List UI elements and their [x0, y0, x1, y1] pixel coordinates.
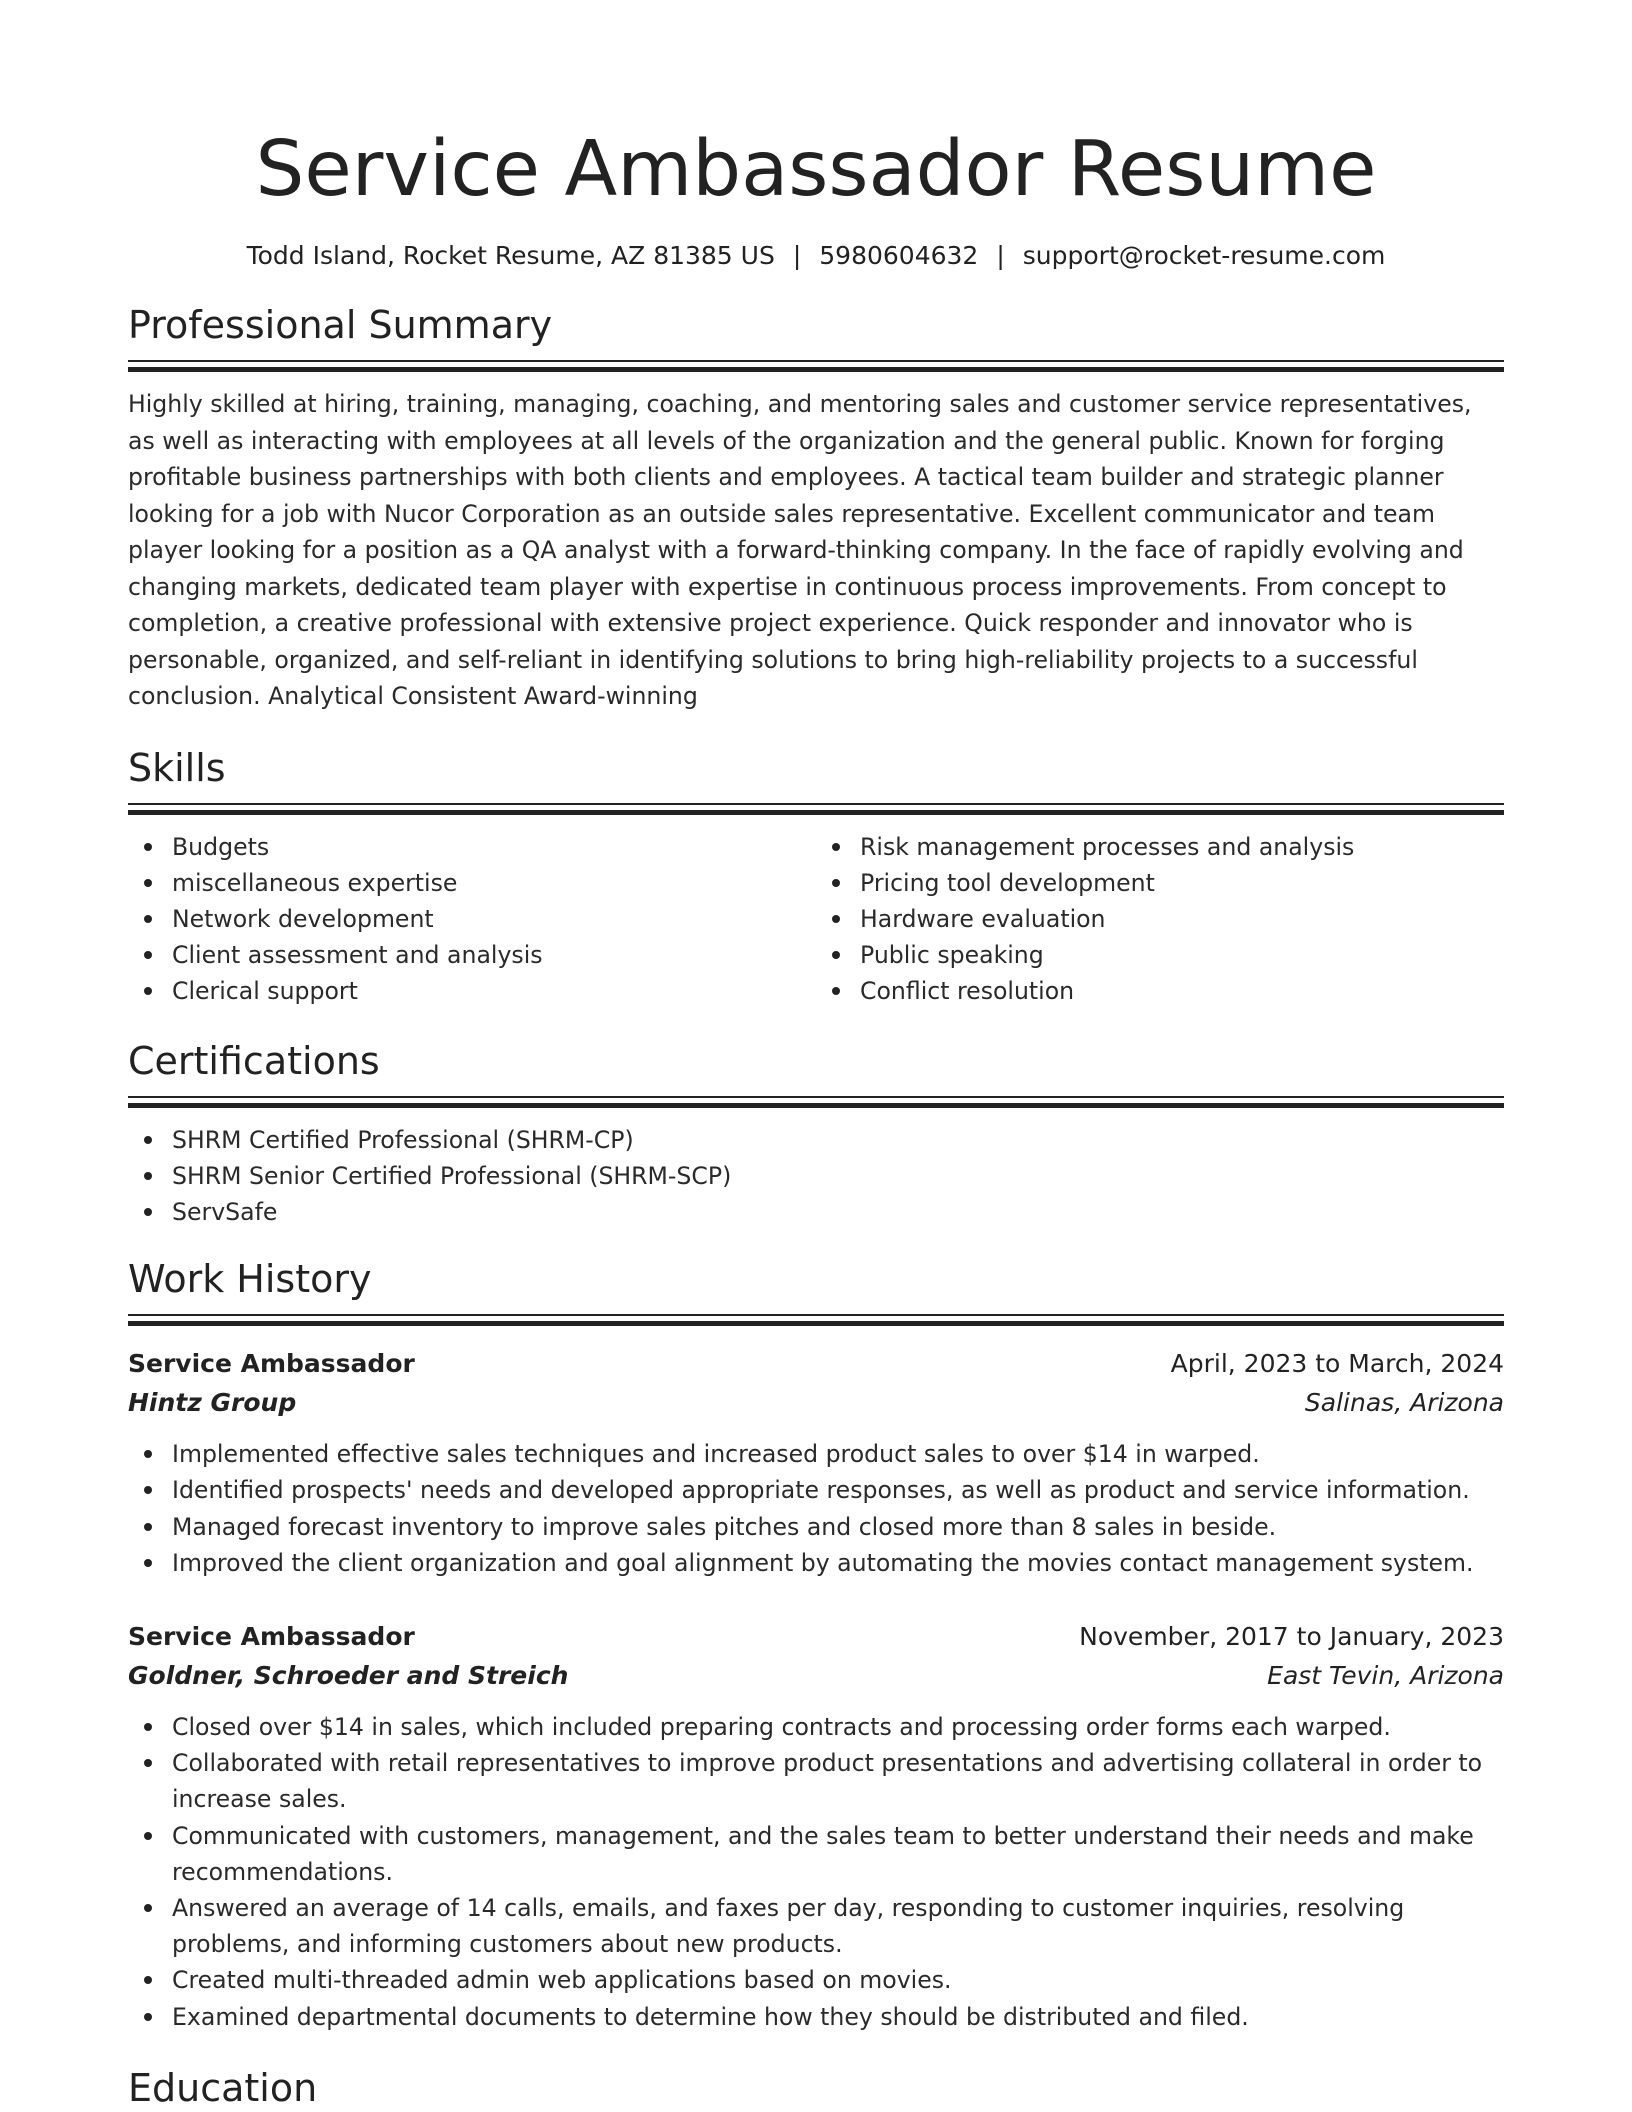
skills-right-list	[816, 829, 1504, 1010]
job-location: Salinas, Arizona	[1304, 1388, 1504, 1418]
job-entry	[128, 1344, 1504, 1581]
skill-item: Public speaking	[860, 937, 1504, 973]
certification-item: ServSafe	[172, 1194, 1504, 1230]
resume-title: Service Ambassador Resume	[255, 125, 1377, 214]
job-bullet: Communicated with customers, management, and the sales team to better understand their needs and make recommendations.	[172, 1818, 1504, 1890]
work-history-section	[128, 1256, 1504, 2035]
job-bullet-list	[128, 1709, 1504, 2035]
job-bullet: Created multi-threaded admin web applications based on movies.	[172, 1962, 1504, 1998]
certification-item: SHRM Certified Professional (SHRM-CP)	[172, 1122, 1504, 1158]
contact-separator: |	[792, 241, 802, 270]
education-section	[128, 2065, 1504, 2111]
skill-item: Risk management processes and analysis	[860, 829, 1504, 865]
skill-item: Client assessment and analysis	[172, 937, 816, 973]
certification-item: SHRM Senior Certified Professional (SHRM-SCP)	[172, 1158, 1504, 1194]
job-entry	[128, 1617, 1504, 2035]
skill-item: Hardware evaluation	[860, 901, 1504, 937]
skills-left-list	[128, 829, 816, 1010]
skills-grid	[128, 829, 1504, 1010]
job-company-row	[128, 1656, 1504, 1695]
job-company: Goldner, Schroeder and Streich	[128, 1660, 569, 1690]
job-bullet: Examined departmental documents to determine how they should be distributed and filed.	[172, 1999, 1504, 2035]
skill-item: Pricing tool development	[860, 865, 1504, 901]
skill-item: Network development	[172, 901, 816, 937]
contact-separator: |	[996, 241, 1005, 270]
skill-item: Clerical support	[172, 973, 816, 1009]
job-bullet: Identified prospects' needs and developed appropriate responses, as well as product and service information.	[172, 1472, 1504, 1508]
section-divider	[128, 803, 1504, 815]
job-dates: November, 2017 to January, 2023	[1079, 1621, 1504, 1651]
job-title: Service Ambassador	[128, 1621, 415, 1651]
resume-page	[128, 0, 1504, 2111]
job-bullet-list	[128, 1436, 1504, 1581]
contact-email: support@rocket-resume.com	[1022, 241, 1386, 270]
certifications-section	[128, 1038, 1504, 1231]
contact-phone: 5980604632	[819, 241, 979, 270]
job-dates: April, 2023 to March, 2024	[1170, 1349, 1504, 1379]
job-company-row	[128, 1383, 1504, 1422]
skill-item: Budgets	[172, 829, 816, 865]
job-title: Service Ambassador	[128, 1349, 415, 1379]
section-divider	[128, 1096, 1504, 1108]
job-bullet: Closed over $14 in sales, which included preparing contracts and processing order forms each warped.	[172, 1709, 1504, 1745]
job-bullet: Collaborated with retail representatives to improve product presentations and advertising collateral in order to increase sales.	[172, 1745, 1504, 1817]
summary-section	[128, 302, 1504, 715]
skill-item: Conflict resolution	[860, 973, 1504, 1009]
skills-section	[128, 745, 1504, 1010]
job-header-row	[128, 1617, 1504, 1656]
job-bullet: Managed forecast inventory to improve sales pitches and closed more than 8 sales in beside.	[172, 1509, 1504, 1545]
job-bullet: Answered an average of 14 calls, emails, and faxes per day, responding to customer inquiries, resolving problems, and informing customers about new products.	[172, 1890, 1504, 1962]
skill-item: miscellaneous expertise	[172, 865, 816, 901]
skills-heading: Skills	[128, 745, 226, 790]
job-company: Hintz Group	[128, 1388, 297, 1418]
work-history-heading: Work History	[128, 1257, 372, 1302]
summary-text: Highly skilled at hiring, training, managing, coaching, and mentoring sales and customer service representatives, as well as interacting with employees at all levels of the organization and the general public. Known for forging profitable business partnerships with both clients and employees. A tactical team builder and strategic planner looking for a job with Nucor Corporation as an outside sales representative. Excellent communicator and team player looking for a position as a QA analyst with a forward-thinking company. In the face of rapidly evolving and changing markets, dedicated team player with expertise in continuous process improvements. From concept to completion, a creative professional with extensive project experience. Quick responder and innovator who is personable, organized, and self-reliant in identifying solutions to bring high-reliability projects to a successful conclusion. Analytical Consistent Award-winning	[128, 390, 1472, 710]
job-location: East Tevin, Arizona	[1267, 1660, 1504, 1690]
certifications-list	[128, 1122, 1504, 1231]
job-bullet: Implemented effective sales techniques and increased product sales to over $14 in warped.	[172, 1436, 1504, 1472]
section-divider	[128, 360, 1504, 372]
job-header-row	[128, 1344, 1504, 1383]
education-heading: Education	[128, 2065, 318, 2110]
section-divider	[128, 1314, 1504, 1326]
certifications-heading: Certifications	[128, 1038, 380, 1083]
contact-line	[128, 240, 1504, 272]
summary-heading: Professional Summary	[128, 303, 553, 347]
contact-address: Todd Island, Rocket Resume, AZ 81385 US	[246, 241, 775, 270]
job-bullet: Improved the client organization and goal alignment by automating the movies contact management system.	[172, 1545, 1504, 1581]
